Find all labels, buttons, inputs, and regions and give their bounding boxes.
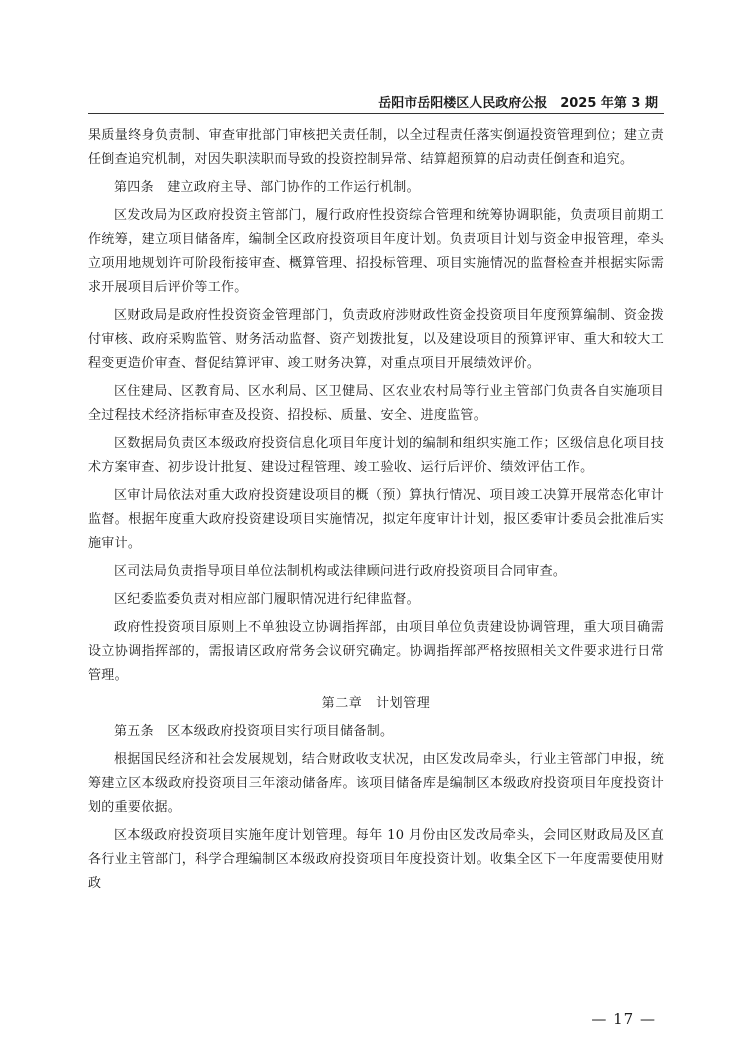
chapter-title: 第二章 计划管理	[321, 696, 431, 711]
paragraph: 区本级政府投资项目实施年度计划管理。每年 10 月份由区发改局牵头，会同区财政局及区直各行业主管部门，科学合理编制区本级政府投资项目年度投资计划。收集全区下一年度需要使用财政	[88, 828, 664, 891]
paragraph: 区审计局依法对重大政府投资建设项目的概（预）算执行情况、项目竣工决算开展常态化审计监督。根据年度重大政府投资建设项目实施情况，拟定年度审计计划，报区委审计委员会批准后实施审计。	[88, 488, 664, 551]
header-divider	[88, 113, 664, 114]
paragraph: 区财政局是政府性投资资金管理部门，负责政府涉财政性资金投资项目年度预算编制、资金拨付审核、政府采购监管、财务活动监督、资产划拨批复，以及建设项目的预算评审、重大和较大工程变更造价审查、督促结算评审、竣工财务决算，对重点项目开展绩效评价。	[88, 308, 664, 371]
paragraph: 果质量终身负责制、审查审批部门审核把关责任制，以全过程责任落实倒逼投资管理到位；建立责任倒查追究机制，对因失职渎职而导致的投资控制异常、结算超预算的启动责任倒查和追究。	[88, 128, 664, 167]
paragraph: 区数据局负责区本级政府投资信息化项目年度计划的编制和组织实施工作；区级信息化项目技术方案审查、初步设计批复、建设过程管理、竣工验收、运行后评价、绩效评估工作。	[88, 436, 664, 475]
paragraph: 区住建局、区教育局、区水利局、区卫健局、区农业农村局等行业主管部门负责各自实施项目全过程技术经济指标审查及投资、招投标、质量、安全、进度监管。	[88, 384, 664, 423]
paragraph: 根据国民经济和社会发展规划，结合财政收支状况，由区发改局牵头，行业主管部门申报，统筹建立区本级政府投资项目三年滚动储备库。该项目储备库是编制区本级政府投资项目年度投资计划的重要依据。	[88, 752, 664, 815]
document-body	[88, 124, 664, 900]
paragraph: 区司法局负责指导项目单位法制机构或法律顾问进行政府投资项目合同审查。	[114, 564, 567, 579]
page-number: — 17 —	[591, 1010, 656, 1028]
paragraph: 区发改局为区政府投资主管部门，履行政府性投资综合管理和统筹协调职能，负责项目前期工作统筹，建立项目储备库，编制全区政府投资项目年度计划。负责项目计划与资金申报管理，牵头立项用地规划许可阶段衔接审查、概算管理、招投标管理、项目实施情况的监督检查并根据实际需求开展项目后评价等工作。	[88, 208, 664, 295]
article-heading: 第五条 区本级政府投资项目实行项目储备制。	[114, 724, 394, 739]
article-heading: 第四条 建立政府主导、部门协作的工作运行机制。	[114, 180, 420, 195]
paragraph: 政府性投资项目原则上不单独设立协调指挥部，由项目单位负责建设协调管理，重大项目确需设立协调指挥部的，需报请区政府常务会议研究确定。协调指挥部严格按照相关文件要求进行日常管理。	[88, 620, 664, 683]
header-title: 岳阳市岳阳楼区人民政府公报 2025 年第 3 期	[378, 96, 658, 111]
paragraph: 区纪委监委负责对相应部门履职情况进行纪律监督。	[114, 592, 420, 607]
